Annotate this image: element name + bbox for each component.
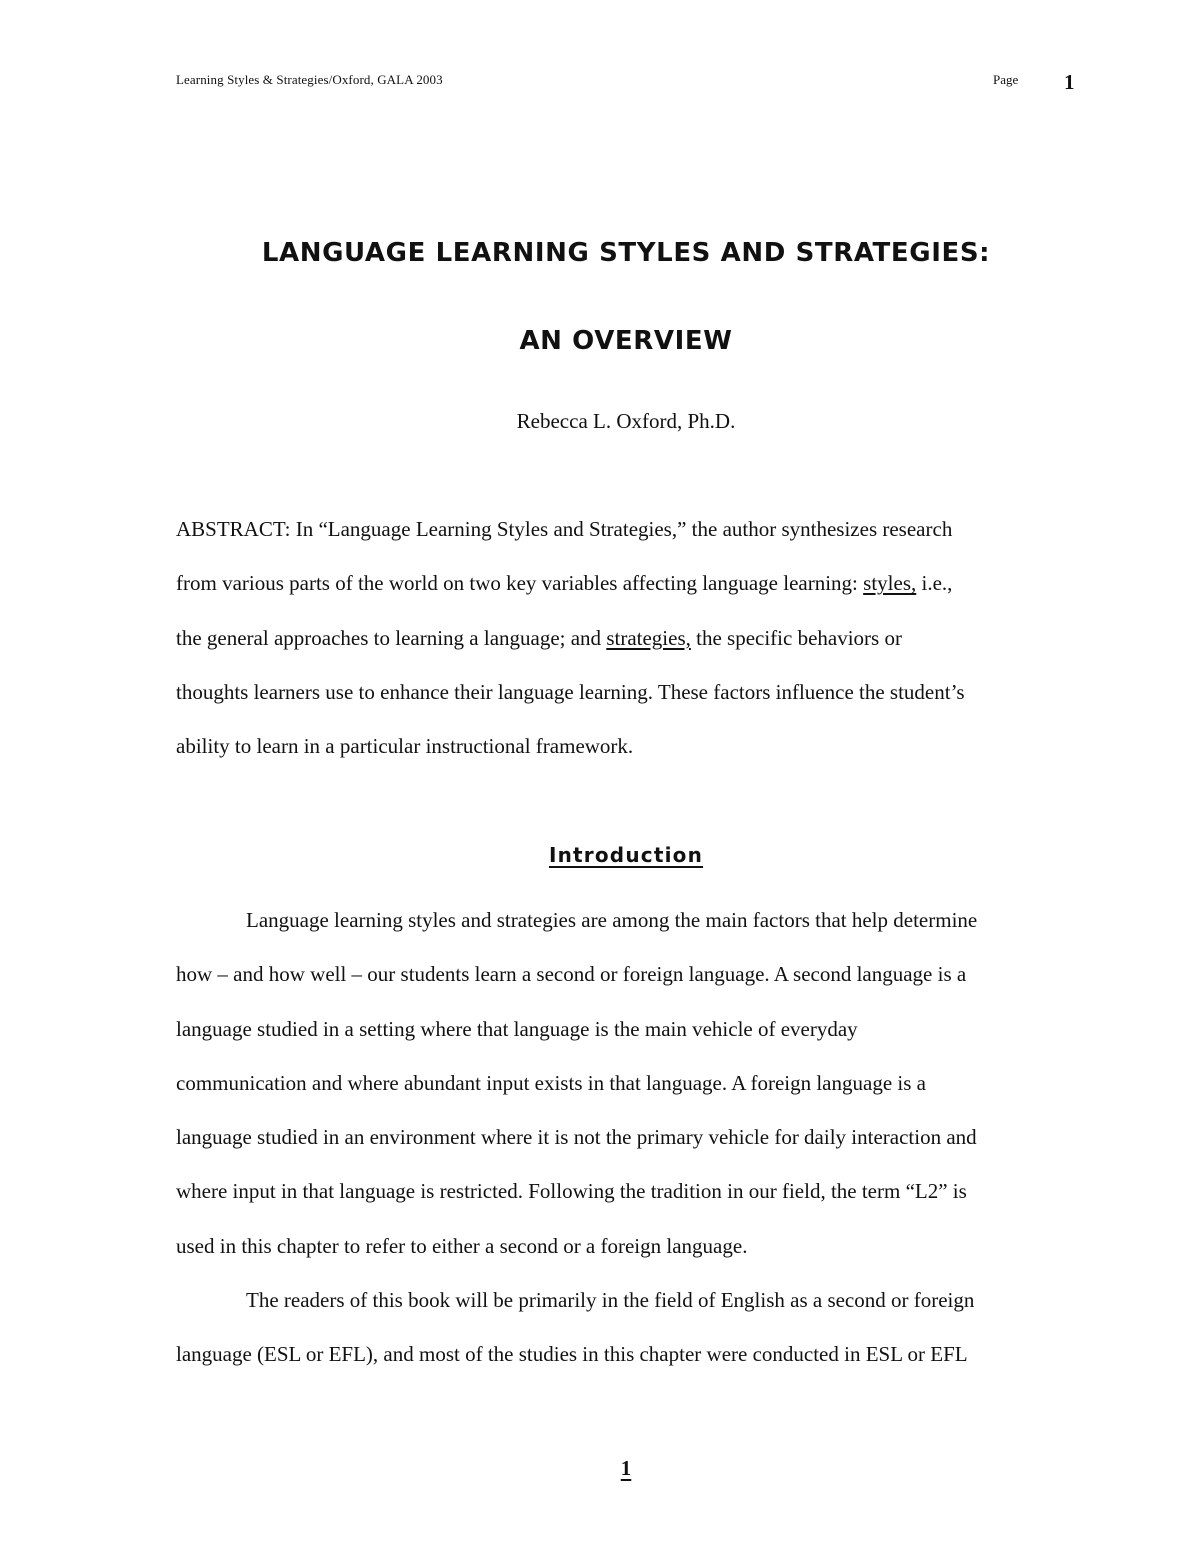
author-name: Rebecca L. Oxford, Ph.D. bbox=[516, 409, 736, 433]
running-header: Learning Styles & Strategies/Oxford, GALA 2003 bbox=[176, 72, 443, 87]
abstract-text: from various parts of the world on two key variables affecting language learning: bbox=[176, 571, 864, 596]
abstract-line: ability to learn in a particular instructional framework. bbox=[176, 734, 634, 759]
page-label: Page bbox=[993, 72, 1019, 87]
paragraph-line: language (ESL or EFL), and most of the studies in this chapter were conducted in ESL or EFL bbox=[176, 1342, 968, 1367]
paragraph-line: communication and where abundant input exists in that language. A foreign language is a bbox=[176, 1070, 926, 1095]
paper-title-line-2: AN OVERVIEW bbox=[519, 326, 733, 356]
paper-title-line-1: LANGUAGE LEARNING STYLES AND STRATEGIES: bbox=[261, 238, 991, 268]
paragraph-line: used in this chapter to refer to either a second or a foreign language. bbox=[176, 1233, 748, 1258]
abstract-line bbox=[176, 611, 1086, 665]
abstract-line bbox=[176, 556, 1086, 610]
abstract-line: ABSTRACT: In “Language Learning Styles and Strategies,” the author synthesizes research bbox=[176, 517, 953, 541]
paragraph-line: language studied in an environment where it is not the primary vehicle for daily interaction and bbox=[176, 1125, 977, 1150]
abstract bbox=[176, 502, 1086, 773]
abstract-line: thoughts learners use to enhance their language learning. These factors influence the student’s bbox=[176, 679, 965, 704]
paragraph-line: how – and how well – our students learn a second or foreign language. A second language is a bbox=[176, 962, 967, 987]
footer-page-number: 1 bbox=[620, 1456, 632, 1480]
term-strategies: strategies, bbox=[606, 625, 691, 650]
paragraph-line: Language learning styles and strategies are among the main factors that help determine bbox=[246, 908, 978, 932]
paragraph-line: where input in that language is restricted. Following the tradition in our field, the term “L2” is bbox=[176, 1179, 967, 1204]
introduction-body bbox=[176, 893, 1086, 1382]
paragraph-line: language studied in a setting where that language is the main vehicle of everyday bbox=[176, 1016, 858, 1041]
term-styles: styles, bbox=[863, 571, 917, 596]
section-heading-introduction: Introduction bbox=[548, 843, 704, 867]
abstract-text: the specific behaviors or bbox=[690, 625, 902, 650]
abstract-text: the general approaches to learning a language; and bbox=[176, 625, 607, 650]
paragraph-line: The readers of this book will be primarily in the field of English as a second or foreign bbox=[246, 1288, 975, 1313]
abstract-text: i.e., bbox=[916, 571, 953, 596]
page-number-top: 1 bbox=[1064, 70, 1075, 94]
